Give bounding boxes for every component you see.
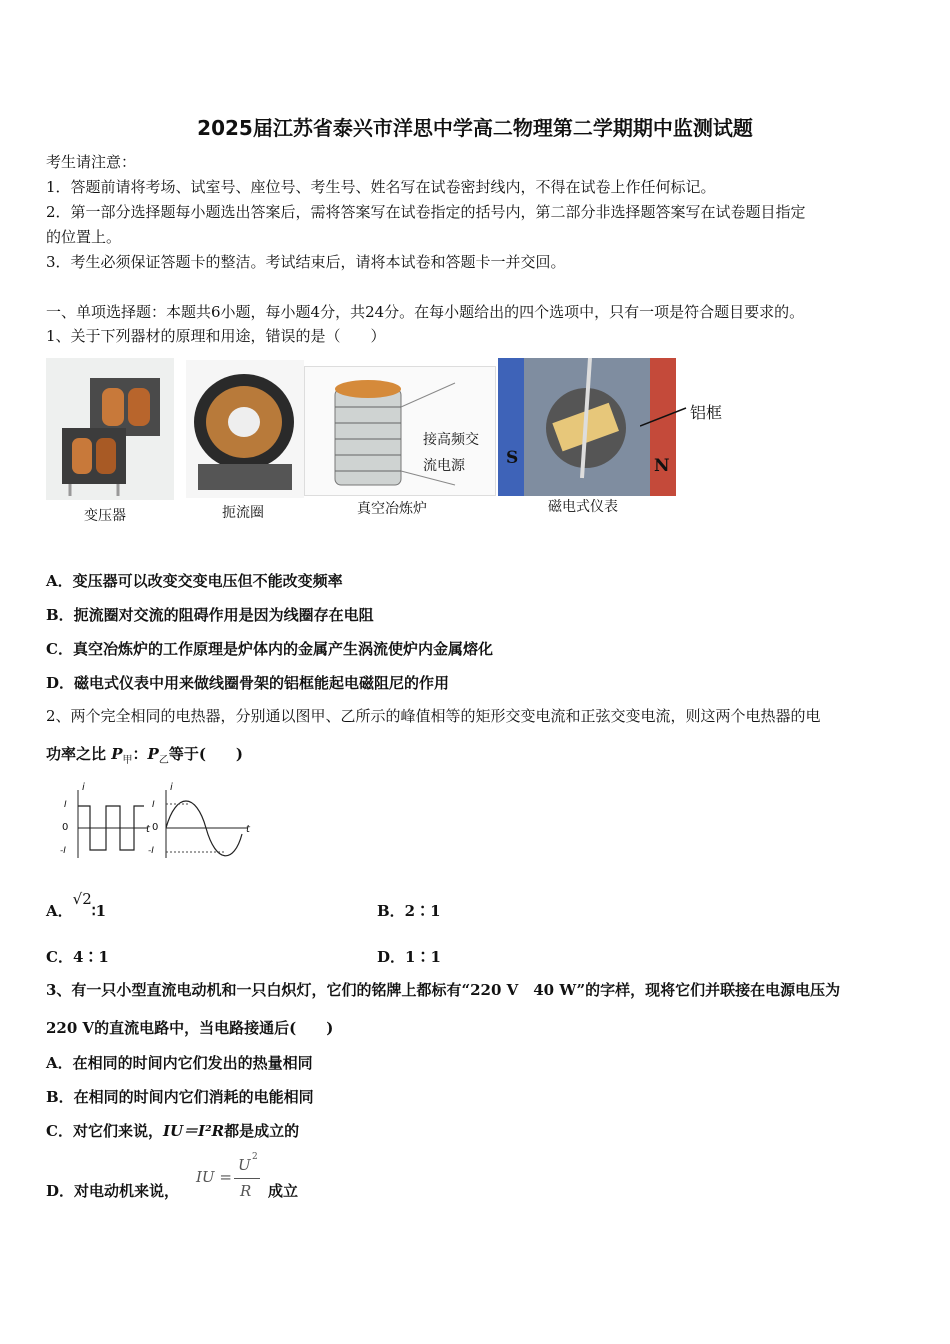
label-n-pole: N — [654, 456, 670, 476]
question-3-stem-line2: 220 V的直流电路中，当电路接通后( ) — [46, 1019, 334, 1037]
option-tail: ∶1 — [91, 902, 107, 920]
q1-option-c[interactable]: C．真空冶炼炉的工作原理是炉体内的金属产生涡流使炉内金属熔化 — [46, 640, 493, 658]
label-hf-1: 接高频交 — [423, 432, 479, 448]
pointer-line — [640, 400, 692, 430]
notice-item: 2．第一部分选择题每小题选出答案后，需将答案写在试卷指定的括号内，第二部分非选择题答案写在试卷题目指定 — [46, 203, 806, 221]
q1-option-a[interactable]: A．变压器可以改变交变电压但不能改变频率 — [46, 572, 343, 590]
option-text: 都是成立的 — [224, 1122, 300, 1140]
formula-den: R — [240, 1182, 252, 1200]
origin-label: 0 — [62, 822, 69, 833]
q1-option-d[interactable]: D．磁电式仪表中用来做线圈骨架的铝框能起电磁阻尼的作用 — [46, 674, 450, 692]
question-1-stem: 1、关于下列器材的原理和用途，错误的是（ ） — [46, 327, 386, 345]
power-symbol: P — [111, 745, 123, 763]
formula: IU＝I²R — [162, 1122, 225, 1140]
q2-option-c[interactable]: C．4∶1 — [46, 948, 109, 966]
ratio-colon: ： — [132, 745, 148, 763]
axis-t-label: t — [146, 824, 150, 835]
im-label: I — [64, 800, 67, 810]
caption-vacuum-furnace: 真空冶炼炉 — [357, 501, 427, 517]
question-2-stem: 2、两个完全相同的电热器，分别通以图甲、乙所示的峰值相等的矩形交变电流和正弦交变电流，则这两个电热器的电 — [46, 707, 821, 725]
im-label: I — [152, 800, 155, 810]
option-text: D．对电动机来说， — [46, 1182, 180, 1200]
page-title: 2025届江苏省泰兴市洋思中学高二物理第二学期期中监测试题 — [197, 116, 753, 140]
caption-choke-coil: 扼流圈 — [222, 505, 264, 521]
option-label: A． — [46, 902, 73, 920]
option-text: C．对它们来说， — [46, 1122, 163, 1140]
q3-option-d[interactable] — [46, 1180, 179, 1201]
question-3-stem: 3、有一只小型直流电动机和一只白炽灯，它们的铭牌上都标有“220 V 40 W”的字样，现将它们并联接在电源电压为 — [46, 981, 841, 999]
axis-i-label: i — [170, 782, 173, 793]
label-aluminum-frame: 铝框 — [690, 403, 723, 422]
sub-yi: 乙 — [158, 755, 169, 766]
section-heading: 一、单项选择题：本题共6小题，每小题4分，共24分。在每小题给出的四个选项中，只有一项是符合题目要求的。 — [46, 303, 805, 321]
formula-iu-u2-over-r — [196, 1154, 266, 1202]
stem-text: 等于( ) — [168, 745, 244, 763]
sqrt-two: √2 — [72, 890, 92, 908]
q3-option-a[interactable]: A．在相同的时间内它们发出的热量相同 — [46, 1054, 313, 1072]
q2-option-b[interactable]: B．2∶1 — [377, 902, 441, 920]
neg-im-label: -I — [60, 846, 66, 856]
axis-t-label: t — [246, 824, 250, 835]
transformer-photo — [46, 358, 174, 500]
formula-lhs: IU = — [196, 1168, 232, 1186]
q3-option-d-tail: 成立 — [268, 1182, 299, 1200]
neg-im-label: -I — [148, 846, 154, 856]
q3-option-c[interactable] — [46, 1120, 299, 1141]
choke-coil-photo — [186, 360, 304, 498]
notice-item: 1．答题前请将考场、试室号、座位号、考生号、姓名写在试卷密封线内，不得在试卷上作任何标记。 — [46, 178, 716, 196]
formula-num: U — [238, 1156, 251, 1174]
label-hf-2: 流电源 — [423, 458, 465, 474]
q2-option-d[interactable]: D．1∶1 — [377, 948, 441, 966]
origin-label: 0 — [152, 822, 159, 833]
formula-sup: 2 — [252, 1152, 258, 1162]
sub-jia: 甲 — [122, 755, 133, 766]
notice-item: 的位置上。 — [46, 228, 122, 246]
caption-transformer: 变压器 — [84, 508, 126, 524]
fraction-bar — [234, 1178, 260, 1179]
question-2-stem-line2 — [46, 744, 243, 771]
notice-heading: 考生请注意： — [46, 153, 137, 171]
q1-option-b[interactable]: B．扼流圈对交流的阻碍作用是因为线圈存在电阻 — [46, 606, 374, 624]
axis-i-label: i — [82, 782, 85, 793]
stem-text: 功率之比 — [46, 745, 112, 763]
notice-item: 3．考生必须保证答题卡的整洁。考试结束后，请将本试卷和答题卡一并交回。 — [46, 253, 566, 271]
vacuum-furnace-photo — [304, 366, 496, 496]
q3-option-b[interactable]: B．在相同的时间内它们消耗的电能相同 — [46, 1088, 314, 1106]
label-s-pole: S — [506, 448, 519, 468]
q2-option-a[interactable] — [46, 890, 107, 921]
power-symbol: P — [147, 745, 159, 763]
q2-graphs — [58, 782, 258, 864]
caption-galvanometer: 磁电式仪表 — [548, 499, 618, 515]
